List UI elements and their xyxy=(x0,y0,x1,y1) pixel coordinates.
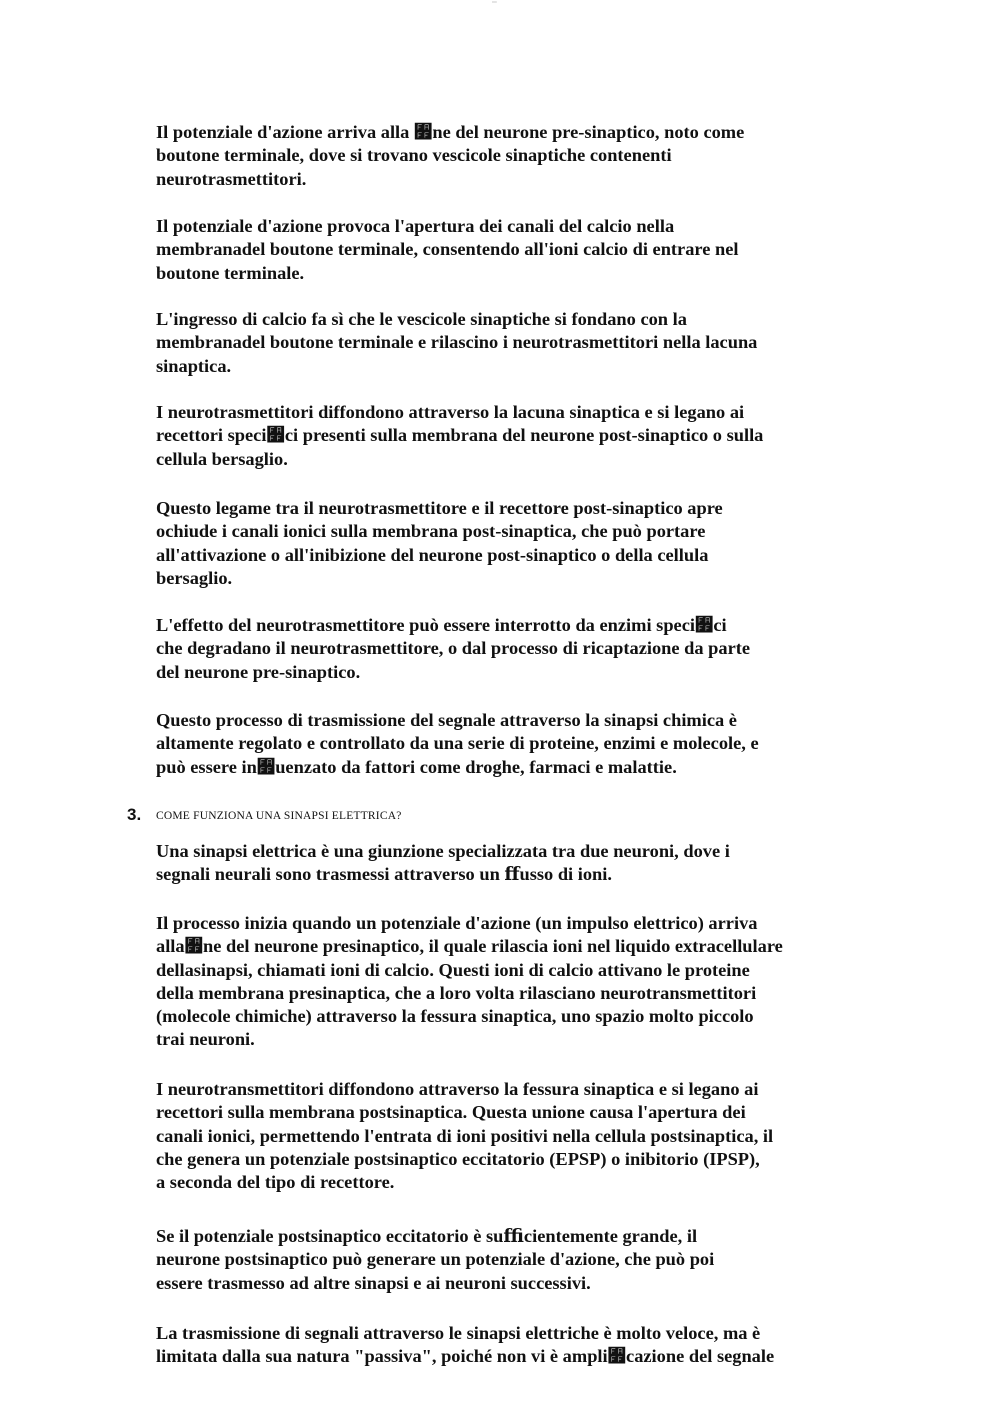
paragraph-receptor-binding: Questo legame tra il neurotrasmettitore e il recettore post-sinaptico apre ochiude i canali ionici sulla membrana post-sinaptica, che può portare all'attivazione o all'inibizione del neurone post-sinaptico o della cellula bersaglio. xyxy=(156,498,723,588)
page-header-mark xyxy=(492,0,508,2)
paragraph-neurotransmitter-binding: I neurotransmettitori diffondono attraverso la fessura sinaptica e si legano ai recettori sulla membrana postsinaptica. Questa unione causa l'apertura dei canali ionici, permettendo l'entrata di ioni positivi nella cellula postsinaptica, il che genera un potenziale postsinaptico eccitatorio (EPSP) o inibitorio (IPSP), a seconda del tipo di recettore. xyxy=(156,1079,774,1193)
paragraph-neurotransmitter-termination: L'effetto del neurotrasmettitore può essere interrotto da enzimi speci﫿ci che degradano il neurotrasmettitore, o dal processo di ricaptazione da parte del neurone pre-sinaptico. xyxy=(156,615,751,682)
paragraph-neurotransmitter-diffusion: I neurotrasmettitori diffondono attraverso la lacuna sinaptica e si legano ai recettori speci﫿ci presenti sulla membrana del neurone post-sinaptico o sulla cellula bersaglio. xyxy=(156,402,764,469)
paragraph-calcium-entry: L'ingresso di calcio fa sì che le vescicole sinaptiche si fondano con la membranadel boutone terminale e rilascino i neurotrasmettitori nella lacuna sinaptica. xyxy=(156,309,758,376)
paragraph-regulation: Questo processo di trasmissione del segnale attraverso la sinapsi chimica è altamente regolato e controllato da una serie di proteine, enzimi e molecole, e può essere in﫿uenzato da fattori come droghe, farmaci e malattie. xyxy=(156,710,759,777)
section-title: COME FUNZIONA UNA SINAPSI ELETTRICA? xyxy=(156,810,402,822)
paragraph-transmission-speed: La trasmissione di segnali attraverso le sinapsi elettriche è molto veloce, ma è limitata dalla sua natura "passiva", poiché non vi è ampli﫿cazione del segnale xyxy=(156,1323,775,1367)
paragraph-process-start: Il processo inizia quando un potenziale d'azione (un impulso elettrico) arriva alla﫿ne del neurone presinaptico, il quale rilascia ioni nel liquido extracellulare dellasinapsi, chiamati ioni di calcio. Questi ioni di calcio attivano le proteine della membrana presinaptica, che a loro volta rilasciano neurotransmettitori (molecole chimiche) attraverso la fessura sinaptica, uno spazio molto piccolo trai neuroni. xyxy=(156,913,783,1050)
paragraph-epsp-threshold: Se il potenziale postsinaptico eccitatorio è suﬃcientemente grande, il neurone postsinaptico può generare un potenziale d'azione, che può poi essere trasmesso ad altre sinapsi e ai neuroni successivi. xyxy=(156,1226,715,1293)
paragraph-calcium-channels: Il potenziale d'azione provoca l'apertura dei canali del calcio nella membranadel boutone terminale, consentendo all'ioni calcio di entrare nel boutone terminale. xyxy=(156,216,739,283)
paragraph-electrical-synapse-definition: Una sinapsi elettrica è una giunzione specializzata tra due neuroni, dove i segnali neurali sono trasmessi attraverso un ﬀusso di ioni. xyxy=(156,841,730,885)
section-number: 3. xyxy=(127,805,142,824)
paragraph-action-potential-arrival: Il potenziale d'azione arriva alla 﫿ne del neurone pre-sinaptico, noto come boutone terminale, dove si trovano vescicole sinaptiche contenenti neurotrasmettitori. xyxy=(156,122,745,189)
